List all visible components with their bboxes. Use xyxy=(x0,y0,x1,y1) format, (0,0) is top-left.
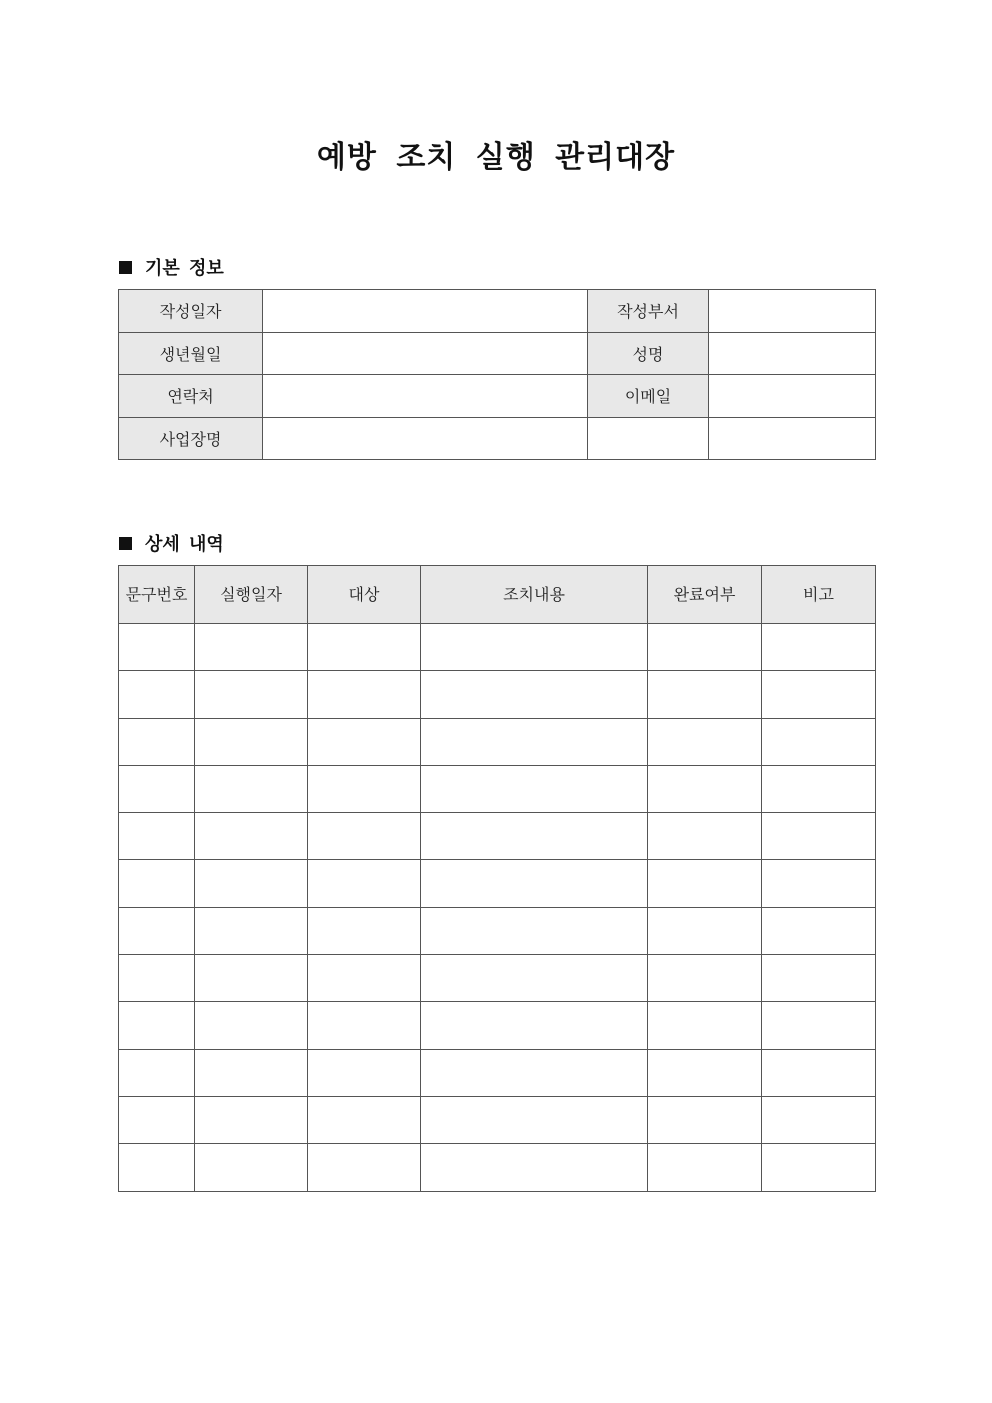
table-cell[interactable] xyxy=(762,1144,876,1191)
table-cell[interactable] xyxy=(648,1144,762,1191)
table-cell[interactable] xyxy=(119,765,195,812)
table-cell[interactable] xyxy=(308,907,421,954)
column-header: 비고 xyxy=(762,566,876,624)
table-cell[interactable] xyxy=(308,860,421,907)
table-cell[interactable] xyxy=(308,765,421,812)
column-header: 실행일자 xyxy=(195,566,308,624)
info-label xyxy=(588,417,709,460)
table-row xyxy=(119,718,876,765)
square-bullet-icon xyxy=(119,537,132,550)
table-cell[interactable] xyxy=(648,1096,762,1143)
column-header: 문구번호 xyxy=(119,566,195,624)
table-cell[interactable] xyxy=(648,765,762,812)
table-cell[interactable] xyxy=(195,1144,308,1191)
table-cell[interactable] xyxy=(421,1144,648,1191)
table-cell[interactable] xyxy=(119,1144,195,1191)
info-value-field[interactable] xyxy=(263,417,588,460)
table-cell[interactable] xyxy=(421,765,648,812)
table-cell[interactable] xyxy=(195,1002,308,1049)
info-label: 작성부서 xyxy=(588,290,709,333)
info-row xyxy=(119,417,876,460)
table-cell[interactable] xyxy=(762,624,876,671)
table-cell[interactable] xyxy=(195,1049,308,1096)
table-cell[interactable] xyxy=(762,1096,876,1143)
detail-table xyxy=(118,565,876,1192)
table-cell[interactable] xyxy=(762,1049,876,1096)
table-row xyxy=(119,624,876,671)
table-cell[interactable] xyxy=(648,955,762,1002)
table-row xyxy=(119,671,876,718)
table-cell[interactable] xyxy=(762,813,876,860)
table-cell[interactable] xyxy=(119,907,195,954)
table-cell[interactable] xyxy=(308,955,421,1002)
table-cell[interactable] xyxy=(421,860,648,907)
table-row xyxy=(119,813,876,860)
table-row xyxy=(119,1096,876,1143)
table-cell[interactable] xyxy=(308,1049,421,1096)
table-cell[interactable] xyxy=(648,813,762,860)
table-cell[interactable] xyxy=(119,1002,195,1049)
table-cell[interactable] xyxy=(421,1096,648,1143)
info-label: 성명 xyxy=(588,332,709,375)
table-cell[interactable] xyxy=(648,1002,762,1049)
table-cell[interactable] xyxy=(308,1002,421,1049)
table-cell[interactable] xyxy=(648,860,762,907)
table-cell[interactable] xyxy=(421,813,648,860)
info-value-field[interactable] xyxy=(709,417,876,460)
section-heading-label: 기본 정보 xyxy=(145,258,224,279)
table-cell[interactable] xyxy=(119,1096,195,1143)
info-row xyxy=(119,375,876,418)
table-row xyxy=(119,860,876,907)
table-cell[interactable] xyxy=(648,1049,762,1096)
table-row xyxy=(119,955,876,1002)
info-label: 생년월일 xyxy=(119,332,263,375)
table-cell[interactable] xyxy=(308,624,421,671)
basic-info-table xyxy=(118,289,876,460)
table-cell[interactable] xyxy=(195,671,308,718)
table-cell[interactable] xyxy=(421,671,648,718)
info-label: 사업장명 xyxy=(119,417,263,460)
table-cell[interactable] xyxy=(762,860,876,907)
table-cell[interactable] xyxy=(119,955,195,1002)
info-value-field[interactable] xyxy=(263,290,588,333)
info-value-field[interactable] xyxy=(709,332,876,375)
table-cell[interactable] xyxy=(119,718,195,765)
info-value-field[interactable] xyxy=(263,332,588,375)
table-row xyxy=(119,1049,876,1096)
table-cell[interactable] xyxy=(648,671,762,718)
info-label: 작성일자 xyxy=(119,290,263,333)
table-row xyxy=(119,1002,876,1049)
page-title: 예방 조치 실행 관리대장 xyxy=(316,140,676,175)
info-row xyxy=(119,290,876,333)
section-heading-detail xyxy=(119,530,224,556)
table-cell[interactable] xyxy=(195,765,308,812)
table-cell[interactable] xyxy=(421,1049,648,1096)
table-cell[interactable] xyxy=(119,624,195,671)
table-cell[interactable] xyxy=(762,955,876,1002)
info-value-field[interactable] xyxy=(263,375,588,418)
table-cell[interactable] xyxy=(648,624,762,671)
info-label: 이메일 xyxy=(588,375,709,418)
info-value-field[interactable] xyxy=(709,375,876,418)
table-cell[interactable] xyxy=(421,718,648,765)
table-cell[interactable] xyxy=(195,813,308,860)
square-bullet-icon xyxy=(119,261,132,274)
section-heading-label: 상세 내역 xyxy=(145,534,224,555)
table-row xyxy=(119,907,876,954)
table-cell[interactable] xyxy=(195,718,308,765)
table-cell[interactable] xyxy=(308,671,421,718)
table-row xyxy=(119,765,876,812)
info-value-field[interactable] xyxy=(709,290,876,333)
table-cell[interactable] xyxy=(648,907,762,954)
column-header: 조치내용 xyxy=(421,566,648,624)
table-cell[interactable] xyxy=(308,718,421,765)
table-cell[interactable] xyxy=(762,1002,876,1049)
table-cell[interactable] xyxy=(308,1144,421,1191)
info-label: 연락처 xyxy=(119,375,263,418)
info-row xyxy=(119,332,876,375)
table-cell[interactable] xyxy=(119,860,195,907)
table-cell[interactable] xyxy=(762,671,876,718)
table-cell[interactable] xyxy=(119,1049,195,1096)
table-row xyxy=(119,1144,876,1191)
table-cell[interactable] xyxy=(762,718,876,765)
table-cell[interactable] xyxy=(421,955,648,1002)
table-cell[interactable] xyxy=(195,860,308,907)
table-cell[interactable] xyxy=(119,813,195,860)
table-cell[interactable] xyxy=(195,955,308,1002)
table-cell[interactable] xyxy=(308,813,421,860)
table-cell[interactable] xyxy=(421,907,648,954)
table-cell[interactable] xyxy=(421,624,648,671)
table-cell[interactable] xyxy=(308,1096,421,1143)
column-header: 대상 xyxy=(308,566,421,624)
table-cell[interactable] xyxy=(421,1002,648,1049)
table-cell[interactable] xyxy=(195,1096,308,1143)
detail-table-header xyxy=(119,566,876,624)
table-cell[interactable] xyxy=(648,718,762,765)
table-cell[interactable] xyxy=(762,907,876,954)
column-header: 완료여부 xyxy=(648,566,762,624)
table-cell[interactable] xyxy=(119,671,195,718)
table-cell[interactable] xyxy=(762,765,876,812)
table-cell[interactable] xyxy=(195,624,308,671)
table-cell[interactable] xyxy=(195,907,308,954)
section-heading-basic xyxy=(119,254,224,280)
